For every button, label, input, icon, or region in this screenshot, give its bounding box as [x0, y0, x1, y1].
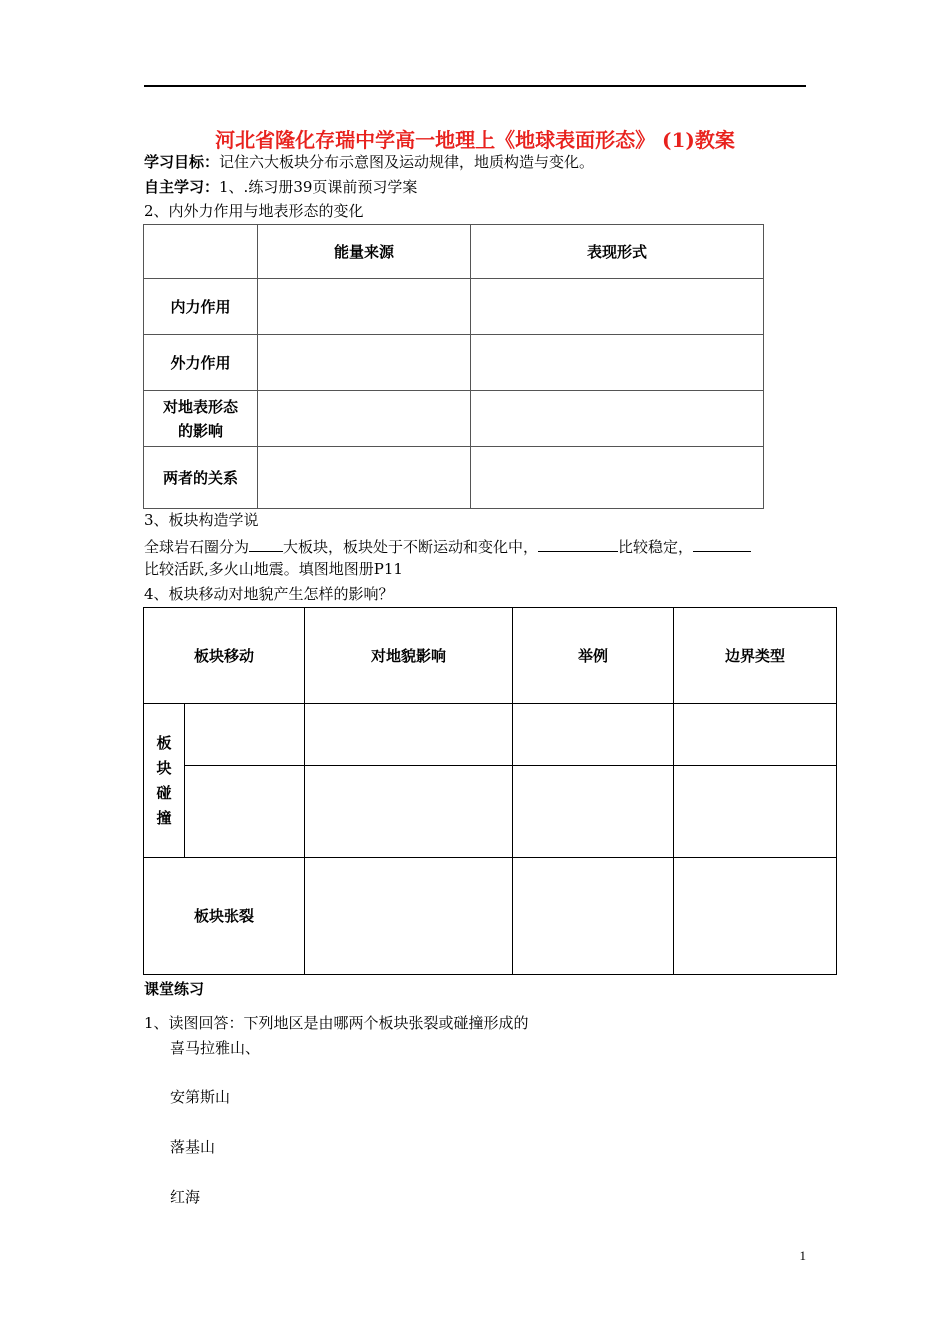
document-title: 河北省隆化存瑞中学高一地理上《地球表面形态》 (1)教案	[215, 128, 735, 152]
header-rule	[144, 85, 806, 87]
plate-cell[interactable]	[513, 858, 674, 975]
blank-active-region[interactable]	[693, 534, 751, 552]
item-2-heading: 2、内外力作用与地表形态的变化	[144, 202, 364, 220]
forces-cell[interactable]	[471, 391, 764, 447]
forces-cell[interactable]	[258, 335, 471, 391]
plate-collision-label	[144, 704, 185, 858]
learning-goal	[144, 151, 594, 173]
plate-header-example: 举例	[513, 608, 674, 704]
forces-cell[interactable]	[258, 447, 471, 509]
self-study-text: 1、.练习册39页课前预习学案	[219, 178, 418, 196]
learning-goal-label: 学习目标：	[144, 153, 220, 171]
item-4-heading: 4、板块移动对地貌产生怎样的影响？	[144, 585, 394, 603]
practice-item: 落基山	[170, 1138, 216, 1156]
forces-cell[interactable]	[471, 335, 764, 391]
blank-plates-count[interactable]	[249, 534, 283, 552]
page-number: 1	[799, 1248, 806, 1263]
plate-cell[interactable]	[674, 704, 837, 766]
forces-row-label: 内力作用	[144, 279, 258, 335]
practice-item: 安第斯山	[170, 1088, 231, 1106]
self-study	[144, 176, 417, 198]
plate-cell[interactable]	[305, 766, 513, 858]
item-3-heading: 3、板块构造学说	[144, 511, 259, 529]
forces-header-form: 表现形式	[471, 225, 764, 279]
plate-cell[interactable]	[674, 858, 837, 975]
forces-row-label: 两者的关系	[144, 447, 258, 509]
practice-item: 红海	[170, 1188, 201, 1206]
practice-item: 喜马拉雅山、	[170, 1039, 261, 1057]
forces-row-label	[144, 391, 258, 447]
practice-question: 1、读图回答：下列地区是由哪两个板块张裂或碰撞形成的	[144, 1014, 529, 1032]
item-3-text-b: 大板块，板块处于不断运动和变化中，	[283, 538, 539, 556]
forces-header-energy: 能量来源	[258, 225, 471, 279]
forces-row-label: 外力作用	[144, 335, 258, 391]
plate-cell[interactable]	[305, 704, 513, 766]
plate-split-label: 板块张裂	[144, 858, 305, 975]
plate-cell[interactable]	[674, 766, 837, 858]
self-study-label: 自主学习：	[144, 178, 220, 196]
plate-header-movement: 板块移动	[144, 608, 305, 704]
forces-cell[interactable]	[471, 447, 764, 509]
plate-cell[interactable]	[185, 766, 305, 858]
item-3-text-c: 比较稳定，	[618, 538, 694, 556]
item-3-text-a: 全球岩石圈分为	[144, 538, 250, 556]
plate-cell[interactable]	[185, 704, 305, 766]
forces-cell[interactable]	[471, 279, 764, 335]
practice-heading: 课堂练习	[144, 980, 205, 998]
forces-cell[interactable]	[258, 279, 471, 335]
forces-row-label-text: 对地表形态的影响	[162, 397, 238, 440]
blank-stable-region[interactable]	[538, 534, 618, 552]
plate-cell[interactable]	[513, 766, 674, 858]
item-3-sentence	[144, 534, 751, 558]
plate-cell[interactable]	[305, 858, 513, 975]
forces-cell[interactable]	[258, 391, 471, 447]
plate-header-effect: 对地貌影响	[305, 608, 513, 704]
forces-table	[143, 224, 764, 509]
plate-movement-table	[143, 607, 837, 975]
learning-goal-text: 记住六大板块分布示意图及运动规律，地质构造与变化。	[219, 153, 595, 171]
forces-header-empty	[144, 225, 258, 279]
item-3-continued: 比较活跃,多火山地震。填图地图册P11	[144, 560, 403, 578]
plate-header-boundary: 边界类型	[674, 608, 837, 704]
plate-cell[interactable]	[513, 704, 674, 766]
plate-collision-label-text: 板块碰撞	[156, 733, 172, 827]
